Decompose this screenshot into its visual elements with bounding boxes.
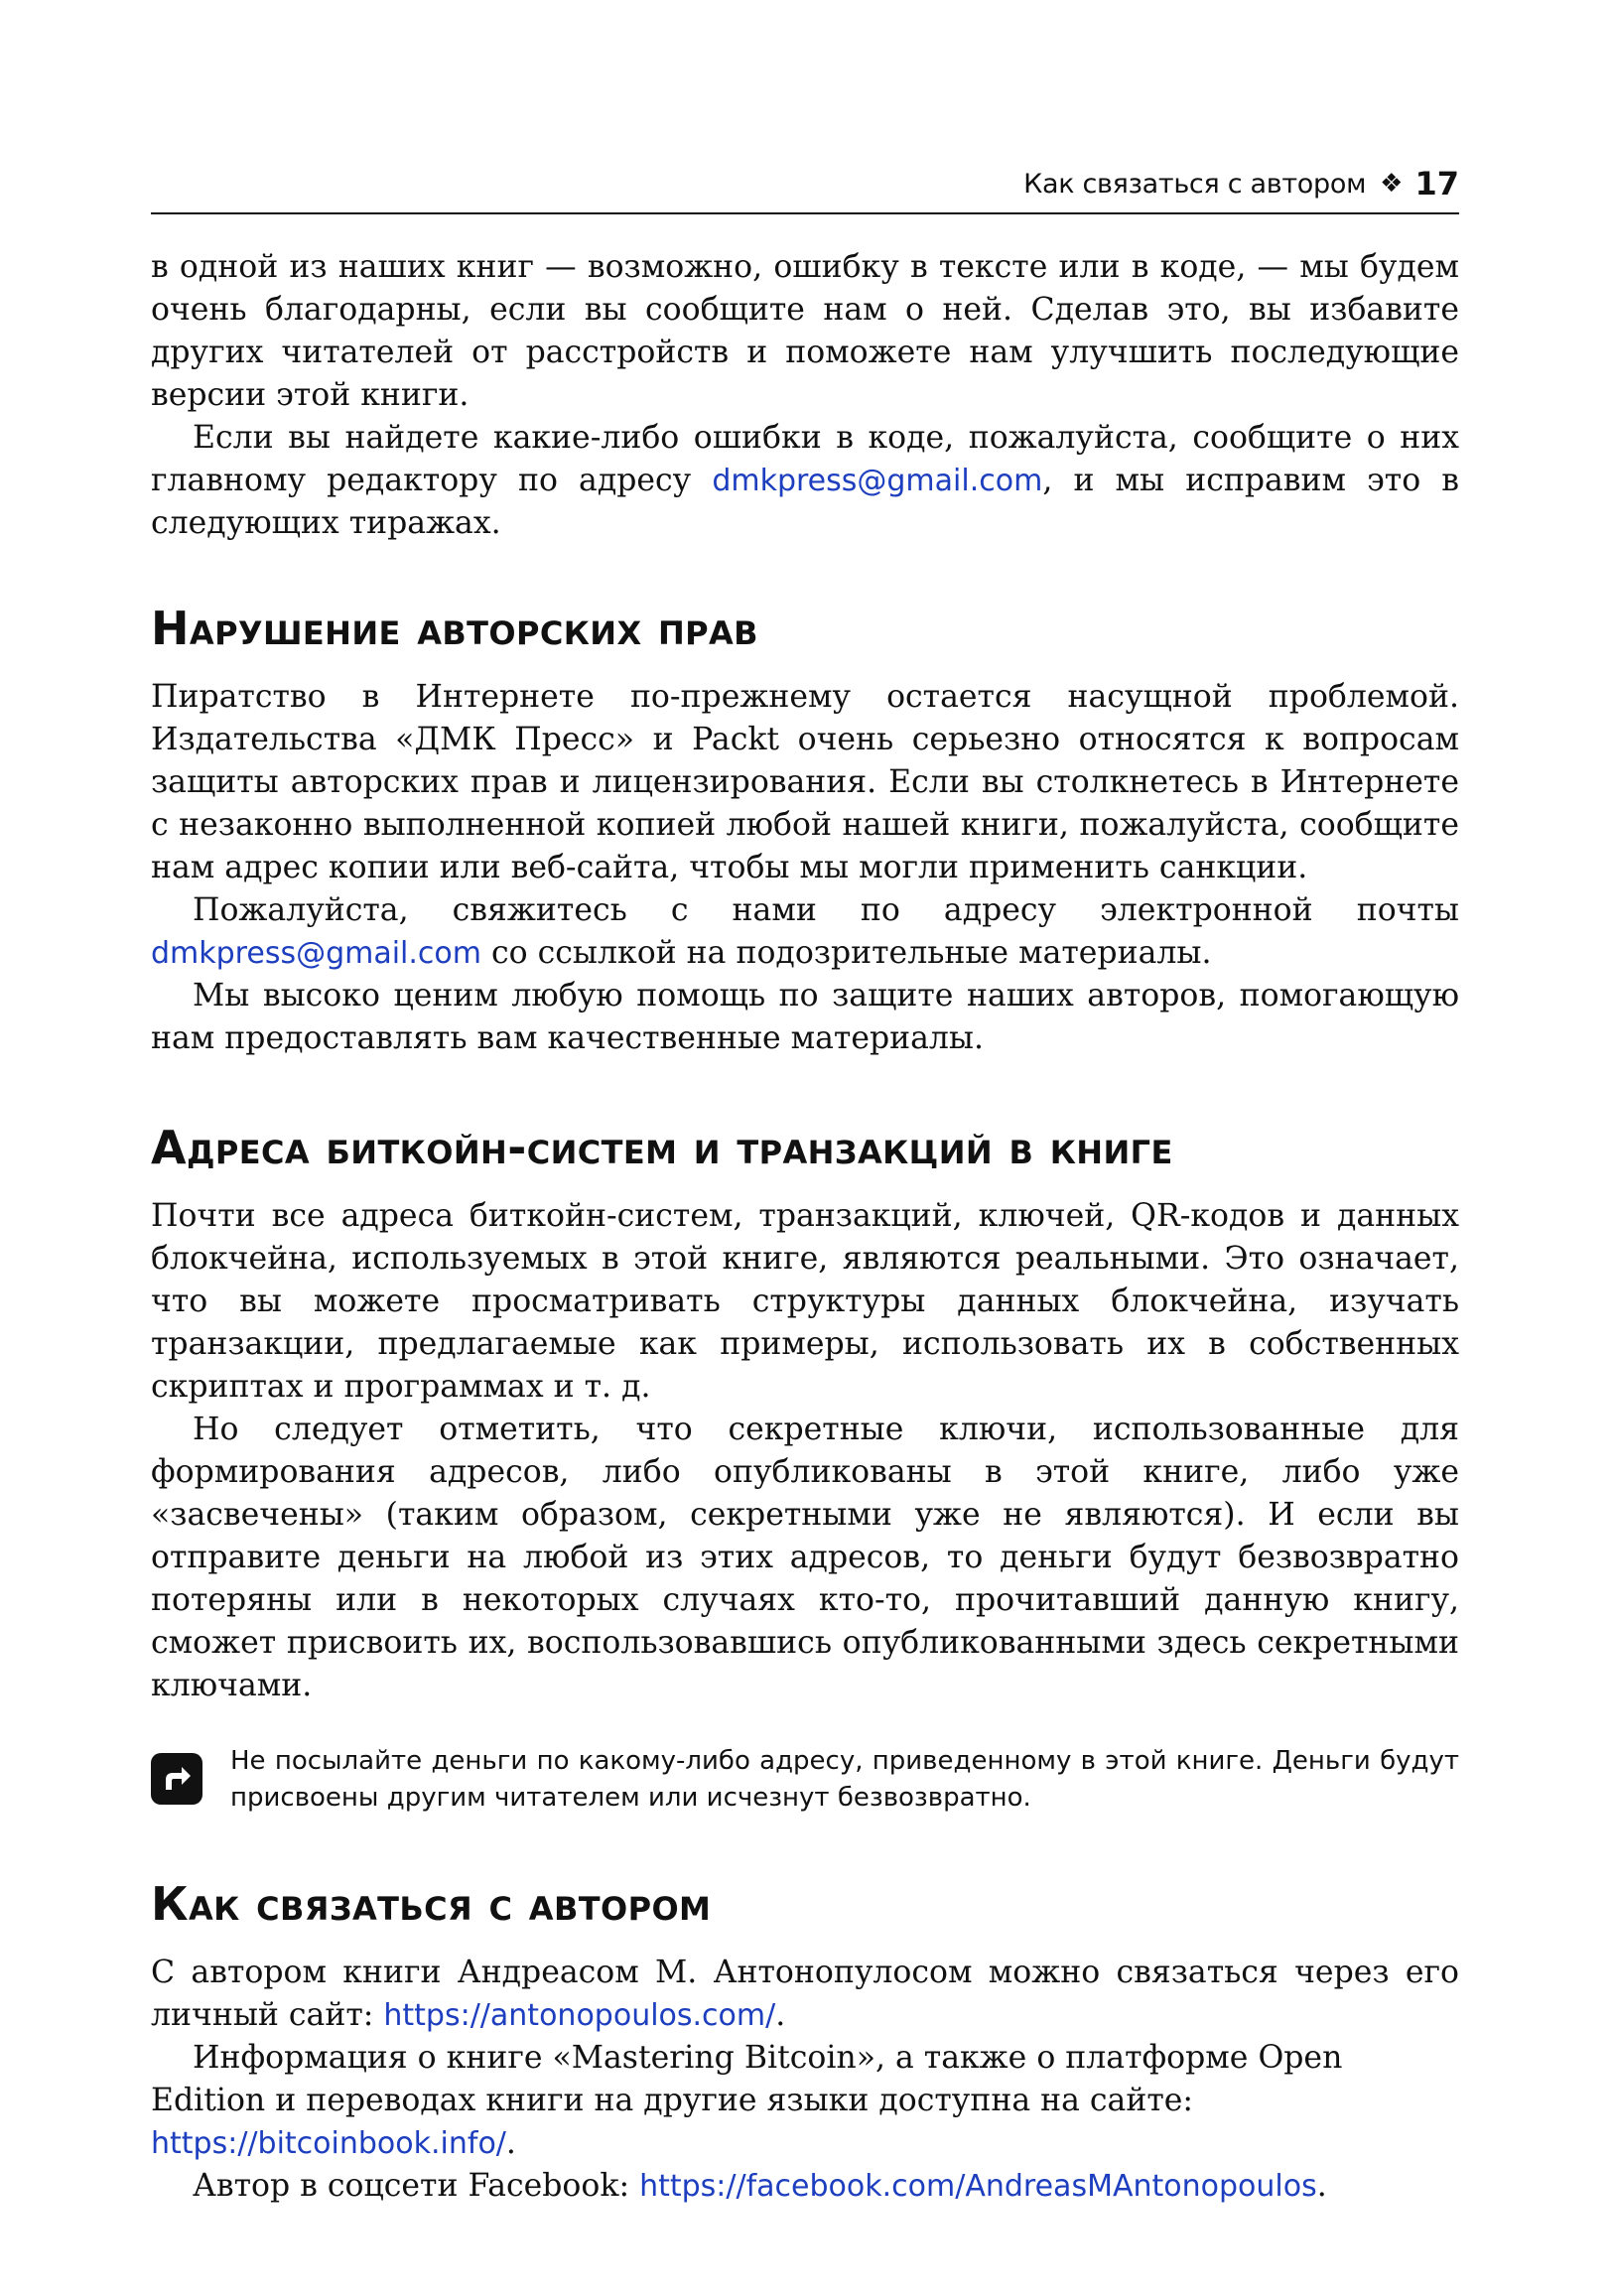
warning-note-text: Не посылайте деньги по какому-либо адресу, приведенному в этой книге. Деньги будут присвоены другим читателем или исчезнут безвозвратно. — [230, 1746, 1459, 1813]
piracy-paragraph-2-text: Пожалуйста, свяжитесь с нами по адресу электронной почты — [193, 892, 1459, 928]
intro-paragraph-1: в одной из наших книг — возможно, ошибку в тексте или в коде, — мы будем очень благодарны, если вы сообщите нам о ней. Сделав это, вы избавите других читателей от расстройств и поможете нам улучшить последующие версии этой книги. — [151, 249, 1459, 413]
bitcoinbook-link[interactable]: https://bitcoinbook.info/ — [151, 2126, 506, 2161]
heading-piracy: Нарушение авторских прав — [151, 602, 758, 655]
bitcoin-paragraph-1: Почти все адреса биткойн-систем, транзакций, ключей, QR-кодов и данных блокчейна, используемых в этой книге, являются реальными. Это означает, что вы можете просматривать структуры данных блокчейна, изучать транзакции, предлагаемые как примеры, использовать их в собственных скриптах и программах и т. д. — [151, 1198, 1459, 1405]
arrow-turn-right-icon — [151, 1753, 202, 1805]
contact-paragraph-1-text: С автором книги Андреасом М. Антонопулосом можно связаться через его личный сайт: — [151, 1955, 1459, 2033]
contact-paragraph-1 — [151, 1952, 1459, 2037]
email-link-piracy[interactable]: dmkpress@gmail.com — [151, 936, 482, 971]
intro-paragraph-2-tail: , и мы исправим это в следующих тиражах. — [151, 463, 1459, 541]
author-site-link[interactable]: https://antonopoulos.com/ — [383, 1998, 776, 2033]
contact-paragraph-2-tail: . — [505, 2125, 516, 2161]
intro-paragraph-2 — [151, 417, 1459, 545]
contact-paragraph-3 — [151, 2165, 1459, 2208]
running-header-title: Как связаться с автором — [1023, 168, 1367, 200]
email-link-errata[interactable]: dmkpress@gmail.com — [712, 464, 1043, 498]
piracy-paragraph-1: Пиратство в Интернете по-прежнему остается насущной проблемой. Издательства «ДМК Пресс» и Packt очень серьезно относятся к вопросам защиты авторских прав и лицензирования. Если вы столкнетесь в Интернете с незаконно выполненной копией любой нашей книги, пожалуйста, сообщите нам адрес копии или веб-сайта, чтобы мы могли применить санкции. — [151, 679, 1459, 885]
page-body — [151, 246, 1459, 2208]
piracy-paragraph-3: Мы высоко ценим любую помощь по защите наших авторов, помогающую нам предоставлять вам качественные материалы. — [151, 978, 1459, 1056]
contact-paragraph-2 — [151, 2037, 1459, 2165]
page-number: 17 — [1414, 165, 1459, 203]
heading-contact-author: Как связаться с автором — [151, 1877, 712, 1931]
bitcoin-paragraph-2: Но следует отметить, что секретные ключи, использованные для формирования адресов, либо опубликованы в этой книге, либо уже «засвечены» (таким образом, секретными уже не являются). И если вы отправите деньги на любой из этих адресов, то деньги будут безвозвратно потеряны или в некоторых случаях кто-то, прочитавший данную книгу, сможет присвоить их, воспользовавшись опубликованными здесь секретными ключами. — [151, 1412, 1459, 1703]
running-header — [151, 155, 1459, 214]
piracy-paragraph-2 — [151, 889, 1459, 975]
piracy-paragraph-2-tail: со ссылкой на подозрительные материалы. — [481, 935, 1212, 971]
contact-paragraph-1-tail: . — [775, 1997, 786, 2033]
ornament-separator-icon: ❖ — [1380, 169, 1404, 199]
heading-bitcoin-addresses: Адреса биткойн-систем и транзакций в книге — [151, 1121, 1173, 1174]
intro-paragraph-2-text: Если вы найдете какие-либо ошибки в коде, пожалуйста, сообщите о них главному редактору по адресу — [151, 420, 1459, 498]
facebook-link[interactable]: https://facebook.com/AndreasMAntonopoulos — [639, 2169, 1317, 2204]
contact-paragraph-2-text: Информация о книге «Mastering Bitcoin», а также о платформе Open Edition и переводах книги на другие языки доступна на сайте: — [151, 2040, 1343, 2118]
contact-paragraph-3-text: Автор в соцсети Facebook: — [193, 2168, 640, 2204]
contact-paragraph-3-tail: . — [1316, 2168, 1327, 2204]
warning-note — [151, 1743, 1459, 1817]
